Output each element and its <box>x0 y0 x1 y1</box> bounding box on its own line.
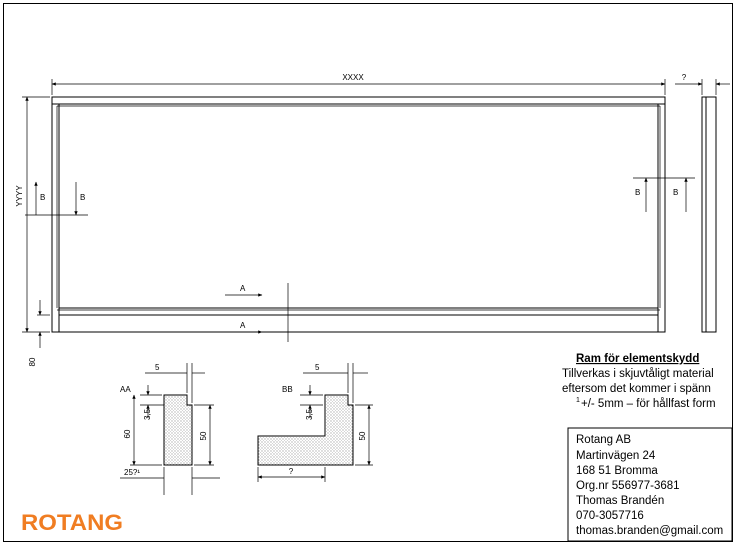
detail-aa-title: AA <box>120 385 131 394</box>
detail-aa-section <box>120 363 220 495</box>
rotang-logo <box>21 510 123 535</box>
contact-orgnr: Org.nr 556977-3681 <box>576 480 680 492</box>
detail-aa-step-dim: 3,5 <box>143 408 152 420</box>
detail-aa-height-dim: 60 <box>123 429 132 439</box>
side-width-label: ? <box>681 73 687 82</box>
height-label: YYYY <box>15 185 24 207</box>
section-a <box>225 283 288 342</box>
contact-email: thomas.branden@gmail.com <box>576 525 724 537</box>
notes-line-1: Tillverkas i skjuvtåligt material <box>562 368 714 380</box>
width-label: XXXX <box>342 73 364 82</box>
detail-bb-section <box>258 363 373 482</box>
detail-bb-step-dim: 3,5 <box>305 408 314 420</box>
section-b-left <box>25 182 88 215</box>
side-width-dimension <box>675 73 730 95</box>
section-b-label: B <box>40 193 46 202</box>
detail-aa-width-dim: 25?¹ <box>124 468 141 477</box>
section-b-label: B <box>635 188 641 197</box>
contact-name: Thomas Brandén <box>576 495 665 507</box>
notes-title: Ram för elementskydd <box>576 353 700 365</box>
detail-bb-top-dim: 5 <box>315 363 320 372</box>
contact-street: Martinvägen 24 <box>576 450 656 462</box>
width-dimension <box>52 73 665 95</box>
detail-bb-title: BB <box>282 385 293 394</box>
detail-aa-top-dim: 5 <box>155 363 160 372</box>
contact-phone: 070-3057716 <box>576 510 644 522</box>
section-b-right <box>633 178 695 212</box>
section-a-label: A <box>240 284 246 293</box>
section-a-label: A <box>240 321 246 330</box>
frame-outer <box>52 97 665 332</box>
section-b-label: B <box>80 193 86 202</box>
frame-side-view <box>702 97 716 332</box>
notes-block <box>562 353 716 410</box>
bottom-offset-label: 80 <box>28 357 37 367</box>
detail-bb-width-dim: ? <box>288 467 294 476</box>
contact-company: Rotang AB <box>576 434 631 446</box>
notes-line-2: eftersom det kommer i spänn <box>562 383 711 395</box>
detail-bb-height-dim: 50 <box>358 431 367 441</box>
bottom-offset-dimension <box>28 300 50 366</box>
contact-box <box>568 428 732 541</box>
contact-city: 168 51 Bromma <box>576 465 658 477</box>
detail-aa-inner-height-dim: 50 <box>199 431 208 441</box>
height-dimension <box>15 97 50 332</box>
notes-footnote-mark: 1 <box>576 397 580 404</box>
notes-line-3: +/- 5mm – för hållfast form <box>581 398 716 410</box>
frame-front-view <box>52 97 665 332</box>
logo-text: ROTANG <box>21 510 123 535</box>
section-b-label: B <box>673 188 679 197</box>
